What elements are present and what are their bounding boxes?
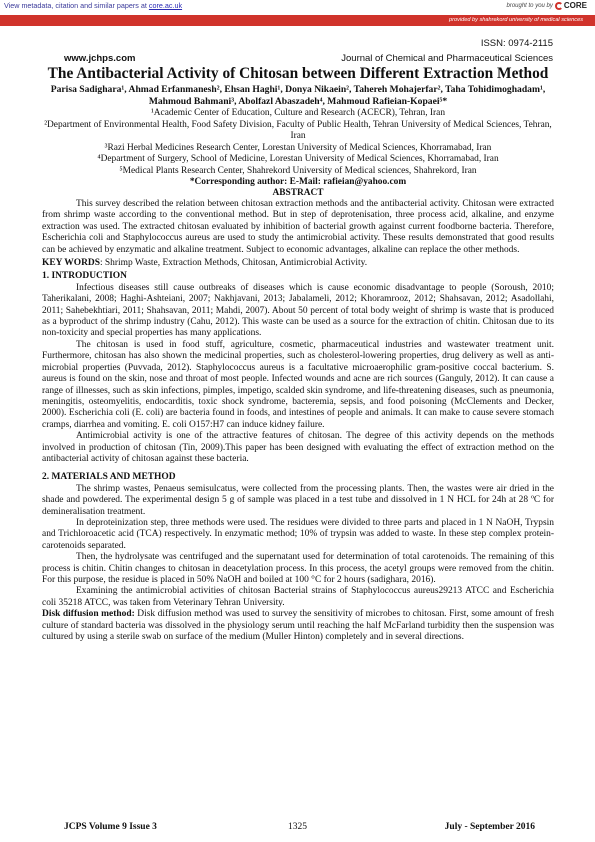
brought-by-text: brought to you by <box>506 2 553 9</box>
footer-date: July - September 2016 <box>444 822 535 832</box>
affiliation: ⁴Department of Surgery, School of Medicine, Lorestan University of Medical Sciences, Khorramabad, Iran <box>97 154 499 164</box>
affiliation: ¹Academic Center of Education, Culture and Research (ACECR), Tehran, Iran <box>150 108 446 118</box>
journal-name: Journal of Chemical and Pharmaceutical Sciences <box>341 53 553 64</box>
disk-diffusion-paragraph <box>42 609 554 643</box>
journal-website: www.jchps.com <box>64 53 136 64</box>
paper-title: The Antibacterial Activity of Chitosan between Different Extraction Method <box>47 65 549 82</box>
paragraph: Antimicrobial activity is one of the attractive features of chitosan. The degree of this activity depends on the methods involved in production of chitosan (Tin, 2009).This paper has been designed with evaluating the effect of extraction method on the antibacterial activity of chitosan against these bacteria. <box>42 431 554 464</box>
corresponding-author: *Corresponding author: E-Mail: rafieian@yahoo.com <box>189 177 407 187</box>
paragraph: Then, the hydrolysate was centrifuged and the supernatant used for determination of total carotenoids. The remaining of this process is chitin. Chitin changes to chitosan in deacetylation process. In this process, the acetyl groups were removed from the chitin. For this purpose, the residue is placed in 50% NaOH and boiled at 100 °C for 2 hours (sadighara, 2016). <box>42 552 554 585</box>
paper-content <box>42 65 554 643</box>
issn: ISSN: 0974-2115 <box>480 38 553 49</box>
page-footer <box>64 822 535 832</box>
section-heading-methods: 2. MATERIALS AND METHOD <box>42 472 176 483</box>
core-logo-icon <box>555 2 563 10</box>
affiliation: ²Department of Environmental Health, Food Safety Division, Faculty of Public Health, Tehran University of Medical Sciences, Tehran, Iran <box>44 119 552 141</box>
author-list: Parisa Sadighara¹, Ahmad Erfanmanesh², Ehsan Haghi¹, Donya Nikaein², Tahereh Mohajerfar², Taha Tohidimoghadam¹, Mahmoud Bahmani³, Abolfazl Abaszadeh⁴, Mahmoud Rafieian-Kopaei⁵* <box>50 84 546 107</box>
paragraph: Infectious diseases still cause outbreaks of diseases which is cause economic disadvantage to people (Soroush, 2010; Taherikalani, 2008; Haghi-Ashteiani, 2007; Nakhjavani, 2013; Jabalameli, 2012; Khoramrooz, 2012; Shahsavan, 2012; Asadollahi, 2011; Sahebekhtiari, 2011; Shahsavan, 2011; Mahdi, 2007). About 50 percent of total body weight of shrimp is waste that is produced as a byproduct of the shrimp industry (Cahu, 2012). This waste can be used as a source for the extraction of chitin. Chitosan due to its non-toxicity and special properties has many applications. <box>42 282 554 339</box>
provider-bar <box>0 15 595 26</box>
keywords-label: KEY WORDS <box>42 258 100 269</box>
page-number: 1325 <box>288 822 307 832</box>
section-heading-introduction: 1. INTRODUCTION <box>42 271 127 282</box>
core-logo[interactable] <box>555 1 587 10</box>
provider-text[interactable]: provided by shahrekord university of medical sciences <box>448 16 583 23</box>
disk-diffusion-text: Disk diffusion method was used to survey the sensitivity of microbes to chitosan. First, some amount of fresh culture of standard bacteria was dissolved in the physiology serum until reaching the half McFarland turbidity then the suspension was cultured by using a sterile swab on surface of the medium (Muller Hinton) completely and in several directions. <box>42 609 554 643</box>
keywords <box>42 258 554 269</box>
keywords-list: : Shrimp Waste, Extraction Methods, Chitosan, Antimicrobial Activity. <box>99 258 368 269</box>
affiliation: ³Razi Herbal Medicines Research Center, Lorestan University of Medical Sciences, Khorramabad, Iran <box>104 142 492 153</box>
disk-diffusion-label: Disk diffusion method: <box>42 609 135 620</box>
core-metadata-link[interactable] <box>4 1 182 10</box>
abstract-heading: ABSTRACT <box>272 188 324 198</box>
paragraph: The shrimp wastes, Penaeus semisulcatus, were collected from the processing plants. Then, the wastes were air dried in the shade and powdered. The experimental design 5 g of sample was placed in a test tube and dissolved in 1 N HCL for 24h at 28 ºC for demineralisation treatment. <box>42 483 554 517</box>
core-brand[interactable] <box>507 1 588 10</box>
core-logo-text: CORE <box>563 1 587 10</box>
abstract-text: This survey described the relation between chitosan extraction methods and the antibacterial activity. Chitosan were extracted from shrimp waste according to the conventional method. But in step of deprotenisation, three process acid, alkaline, and enzyme extraction was used. The extracted chitosan evaluated by inhibition of bacterial growth against current foodborne bacteria. Therefore, Escherichia coli and Staphylococcus aureus are used to study the antimicrobial activity. These results demonstrated that good results can be achieved by enzymatic and alkaline treatment. Subject to economic advantages, alkaline can replace the other methods. <box>42 199 554 255</box>
core-ac-uk-link[interactable]: core.ac.uk <box>148 1 183 10</box>
affiliation: ⁵Medical Plants Research Center, Shahrekord University of Medical sciences, Shahrekord, Iran <box>119 165 477 176</box>
core-metadata-text: View metadata, citation and similar papers at <box>4 1 147 10</box>
paragraph: Examining the antimicrobial activities of chitosan Bacterial strains of Staphylococcus aureus29213 ATCC and Escherichia coli 35218 ATCC, was taken from Veterinary Tehran University. <box>42 586 554 608</box>
footer-volume: JCPS Volume 9 Issue 3 <box>64 822 157 832</box>
paragraph: The chitosan is used in food stuff, agriculture, cosmetic, pharmaceutical industries and wastewater treatment unit. Furthermore, chitosan has also shown the medicinal properties, such as cholesterol-lowering properties, drug delivery as well as anti-microbial properties (Puvvada, 2012). Staphylococcus aureus is a facultative microaerophilic gram-positive coccal bacterium. S. aureus is found on the skin, nose and throat of most people. Infected wounds and acne are rich sources (Ganguly, 2012). It can cause a range of illnesses, such as skin infections, pimples, impetigo, scalded skin syndrome, and life-threatening diseases, such as pneumonia, meningitis, osteomyelitis, endocarditis, toxic shock syndrome, bacteremia, sepsis, and food poisoning (McClements and Decker, 2000). Escherichia coli (E. coli) are bacteria found in foods, and intestines of people and animals. It can make to cause severe stomach cramps, diarrhea and vomiting. E. coli O157:H7 can induce kidney failure. <box>42 339 554 430</box>
core-banner <box>0 0 595 13</box>
paragraph: In deproteinization step, three methods were used. The residues were divided to three parts and placed in 1 N NaOH, Trypsin and Trichloroacetic acid (TCA) respectively. In enzymatic method; 10% of trypsin was added to waste. In these step complex protein-carotenoids separated. <box>42 517 554 551</box>
